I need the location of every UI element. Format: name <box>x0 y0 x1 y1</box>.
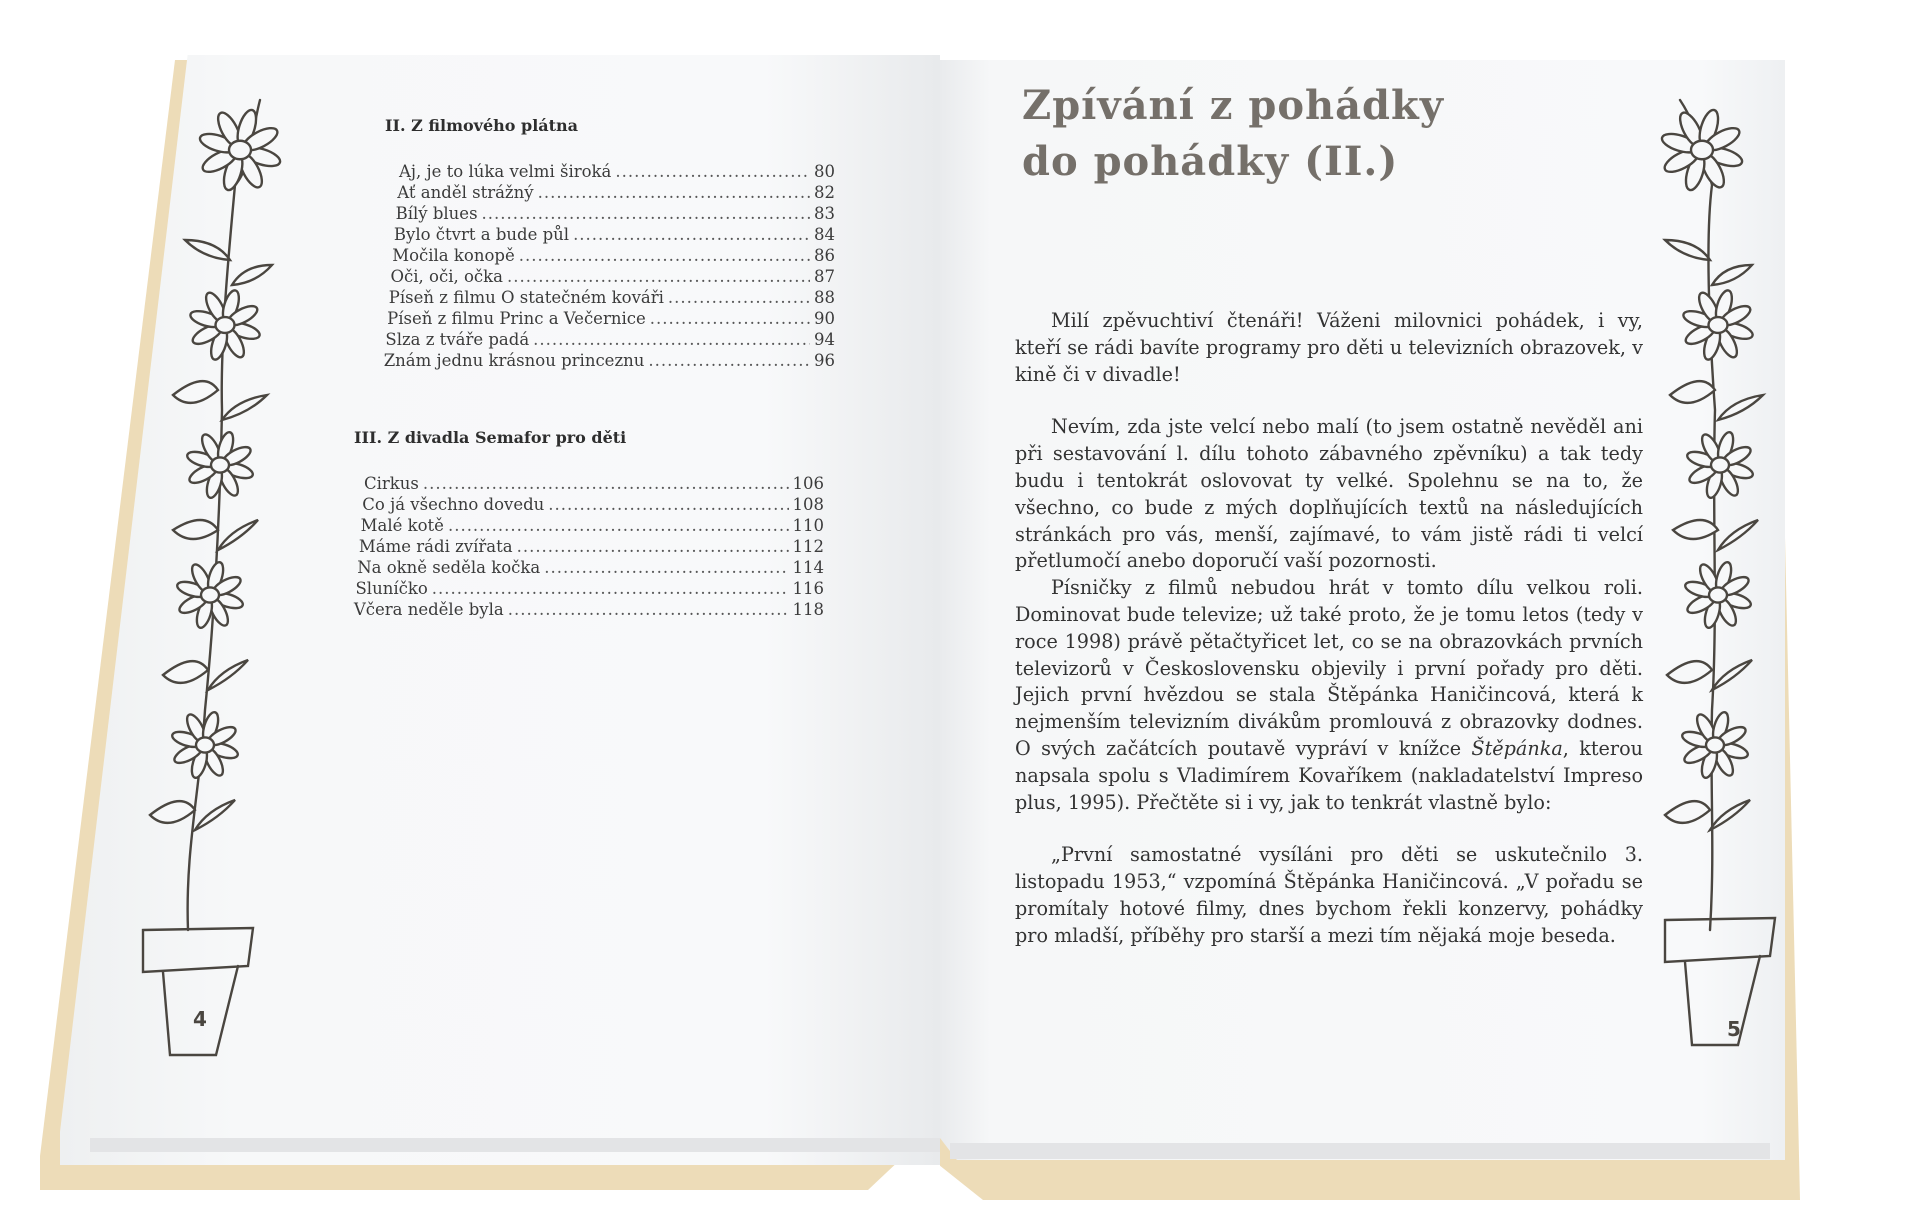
toc-leader-dots <box>508 599 789 620</box>
toc-entry-title: Cirkus <box>364 474 419 493</box>
toc-entry <box>391 266 836 287</box>
toc-leader-dots <box>517 536 789 557</box>
toc-heading: III. Z divadla Semafor pro děti <box>354 428 627 447</box>
toc-leader-dots <box>544 557 788 578</box>
toc-entry-title: Oči, oči, očka <box>390 267 503 286</box>
toc-entry-page: 86 <box>814 246 835 265</box>
toc-entry-page: 88 <box>814 288 835 307</box>
toc-entry <box>397 182 835 203</box>
toc-leader-dots <box>668 287 810 308</box>
paragraph: Nevím, zda jste velcí nebo malí (to jsem ostatně nevěděl ani při sestavování l. dílu tohoto zábavného zpěvníku) a tak tedy budu i tentokrát oslovovat ty velké. Spolehnu se na to, že všechno, co bude z mých doplňujících textů na následujících stránkách pro vás, menší, zajímavé, to vám jistě rádi ti velcí přetlumočí anebo doporučí vaší pozornosti. <box>1015 415 1643 573</box>
title-line: do pohádky (II.) <box>1022 138 1399 185</box>
toc-leader-dots <box>423 473 789 494</box>
toc-entry-title: Znám jednu krásnou princeznu <box>383 351 645 370</box>
toc-entry-page: 106 <box>792 474 824 493</box>
toc-entry <box>396 203 835 224</box>
toc-heading: II. Z filmového plátna <box>385 116 579 135</box>
toc-entry-page: 96 <box>814 351 835 370</box>
toc-entry-title: Sluníčko <box>355 579 428 598</box>
book-title: Štěpánka <box>1471 736 1563 760</box>
toc-leader-dots <box>548 494 788 515</box>
toc-leader-dots <box>533 329 810 350</box>
toc-entry-page: 84 <box>814 225 835 244</box>
toc-entry-page: 80 <box>814 162 835 181</box>
flower-vine-in-pot-icon <box>1640 90 1810 1080</box>
toc-entry-title: Co já všechno dovedu <box>362 495 545 514</box>
toc-entry-page: 110 <box>792 516 824 535</box>
toc-leader-dots <box>648 350 810 371</box>
toc-entry-title: Píseň z filmu Princ a Večernice <box>387 309 646 328</box>
toc-entry-page: 108 <box>792 495 824 514</box>
toc-entry-title: Slza z tváře padá <box>385 330 530 349</box>
toc-entry-title: Píseň z filmu O statečném kováři <box>388 288 664 307</box>
page-number-left: 4 <box>193 1007 207 1031</box>
toc-leader-dots <box>482 203 810 224</box>
body-text <box>1015 308 1643 950</box>
toc-entry <box>392 245 835 266</box>
toc-entry-title: Malé kotě <box>360 516 444 535</box>
page-number-right: 5 <box>1727 1017 1741 1041</box>
toc-entry-title: Na okně seděla kočka <box>357 558 541 577</box>
toc-entry-title: Ať anděl strážný <box>397 183 534 202</box>
toc-entry-page: 118 <box>792 600 824 619</box>
toc-entry <box>399 161 835 182</box>
toc-leader-dots <box>538 182 810 203</box>
toc-entry <box>384 350 835 371</box>
toc-entry <box>387 308 835 329</box>
toc-entry <box>362 494 824 515</box>
toc-leader-dots <box>650 308 810 329</box>
toc-entry <box>364 473 824 494</box>
left-page-edge <box>90 1138 940 1152</box>
toc-entry <box>359 536 824 557</box>
toc-leader-dots <box>573 224 810 245</box>
quote-paragraph: „První samostatné vysíláni pro děti se uskutečnilo 3. listopadu 1953,“ vzpomíná Štěpánka Haničincová. „V pořadu se promítaly hotové filmy, dnes bychom řekli konzervy, pohádky pro mladší, příběhy pro starší a mezi tím nějaká moje beseda. <box>1015 843 1643 947</box>
paragraph: Milí zpěvuchtiví čtenáři! Váženi milovnici pohádek, i vy, kteří se rádi bavíte programy pro děti u televizních obrazovek, v kině či v divadle! <box>1015 309 1643 386</box>
toc-leader-dots <box>448 515 789 536</box>
right-page-edge <box>950 1143 1770 1159</box>
toc-leader-dots <box>432 578 789 599</box>
flower-vine-in-pot-icon <box>140 90 310 1080</box>
toc-entry-page: 114 <box>792 558 824 577</box>
toc-entry-title: Aj, je to lúka velmi široká <box>399 162 612 181</box>
title-line: Zpívání z pohádky <box>1022 82 1444 129</box>
toc-entry-page: 94 <box>814 330 835 349</box>
toc-entry <box>385 329 835 350</box>
toc-entry-page: 112 <box>792 537 824 556</box>
toc-entry-page: 83 <box>814 204 835 223</box>
toc-entry-page: 87 <box>814 267 835 286</box>
toc-leader-dots <box>615 161 810 182</box>
toc-section-film <box>385 116 835 371</box>
toc-entry <box>361 515 824 536</box>
toc-entry-page: 90 <box>814 309 835 328</box>
toc-entry-title: Bílý blues <box>395 204 478 223</box>
toc-entry <box>356 578 825 599</box>
toc-leader-dots <box>519 245 810 266</box>
chapter-title <box>1022 78 1444 190</box>
toc-entry <box>354 599 824 620</box>
toc-entry <box>357 557 824 578</box>
toc-entry-title: Včera neděle byla <box>353 600 504 619</box>
toc-entry-title: Bylo čtvrt a bude půl <box>393 225 570 244</box>
toc-entry <box>394 224 835 245</box>
toc-entry-page: 82 <box>814 183 835 202</box>
toc-section-semafor <box>354 428 824 620</box>
toc-entry <box>389 287 835 308</box>
paragraph: Písničky z filmů nebudou hrát v tomto dílu velkou roli. Dominovat bude televize; už také proto, že je tomu letos (tedy v roce 1998) právě pětačtyřicet let, co se na obrazovkách prvních televizorů v Československu objevily i první pořady pro děti. Jejich první hvězdou se stala Štěpánka Haničincová, která k nejmenším televizním divákům promlouvá z obrazovky dodnes. O svých začátcích poutavě vypráví v knížce Štěpánka, kterou napsala spolu s Vladimírem Kovaříkem (nakladatelství Impreso plus, 1995). Přečtěte si i vy, jak to tenkrát vlastně bylo: <box>1015 576 1643 814</box>
toc-leader-dots <box>507 266 810 287</box>
toc-entry-title: Máme rádi zvířata <box>358 537 513 556</box>
toc-entry-title: Močila konopě <box>392 246 515 265</box>
toc-entry-page: 116 <box>792 579 824 598</box>
